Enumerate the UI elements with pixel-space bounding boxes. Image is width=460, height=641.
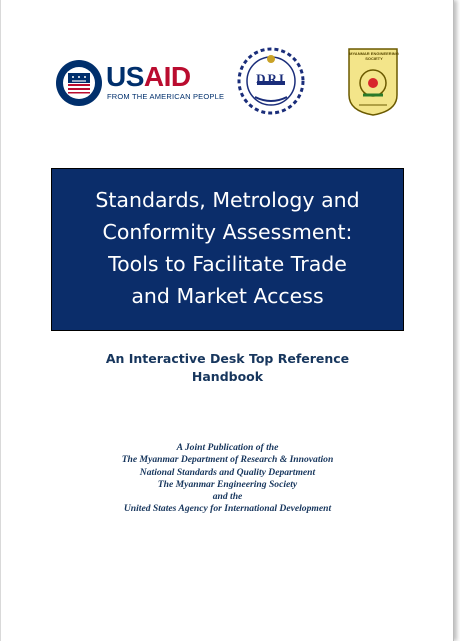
title-line: Conformity Assessment:	[102, 219, 353, 244]
title-line: and Market Access	[131, 283, 324, 308]
subtitle-line: Handbook	[191, 369, 264, 384]
usaid-tagline: FROM THE AMERICAN PEOPLE	[107, 92, 225, 101]
subtitle-line: An Interactive Desk Top Reference	[105, 351, 350, 366]
document-title	[68, 184, 388, 312]
usaid-wordmark-aid: AID	[143, 61, 191, 92]
usaid-logo	[55, 59, 225, 109]
usaid-seal-icon	[55, 59, 103, 107]
title-line: Tools to Facilitate Trade	[108, 251, 347, 276]
credit-line: The Myanmar Department of Research & Innovation	[121, 454, 334, 466]
logo-row	[1, 45, 453, 125]
mes-logo-label: MYANMAR ENGINEERING SOCIETY	[349, 51, 399, 61]
credit-line: United States Agency for International Development	[123, 503, 332, 515]
title-box	[51, 168, 404, 331]
credit-line: The Myanmar Engineering Society	[157, 478, 298, 490]
credit-line: A Joint Publication of the	[176, 442, 279, 453]
publication-credits	[31, 442, 424, 516]
document-subtitle	[51, 350, 404, 386]
credit-line: and the	[212, 491, 243, 503]
credit-line: National Standards and Quality Department	[139, 466, 316, 478]
usaid-wordmark-us: US	[106, 61, 144, 92]
title-line: Standards, Metrology and	[95, 187, 360, 212]
dri-logo-text: DRI	[256, 71, 286, 86]
